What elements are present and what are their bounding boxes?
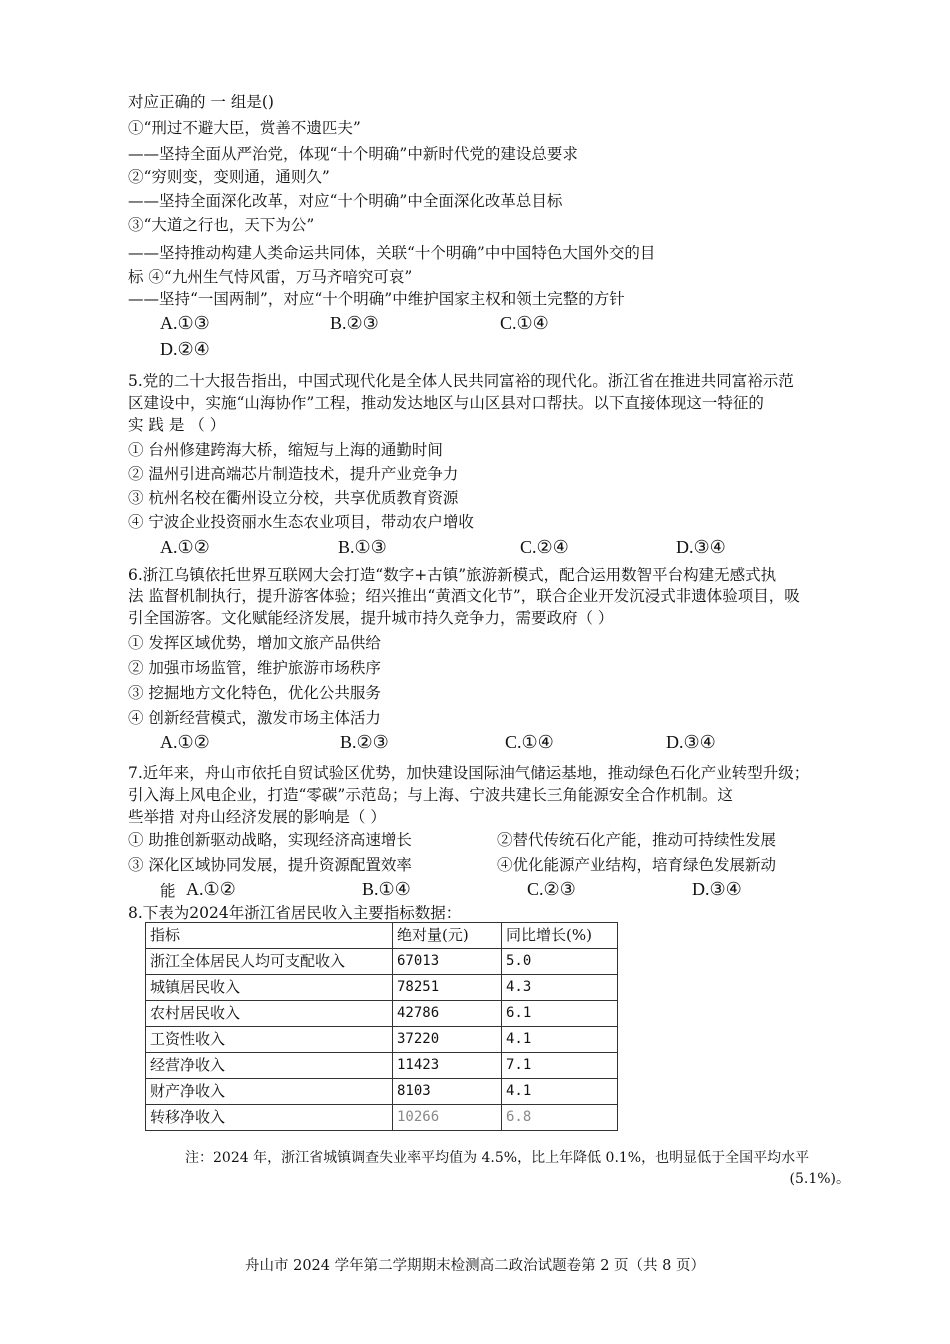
table-note [185,1148,850,1190]
table-header: 指标 [146,923,393,949]
table-cell: 10266 [393,1105,502,1131]
q4-line: ——坚持推动构建人类命运共同体，关联“十个明确”中中国特色大国外交的目 [128,244,656,262]
q6-option-b[interactable]: B.②③ [340,732,389,752]
q7-item: ③ 深化区域协同发展，提升资源配置效率 [128,856,412,874]
q6-line: 6.浙江乌镇依托世界互联网大会打造“数字+古镇”旅游新模式，配合运用数智平台构建无感式执 [128,566,777,584]
table-cell: 5.0 [502,949,618,975]
q5-option-a[interactable]: A.①② [160,537,210,557]
table-row [146,1053,618,1079]
q5-item: ② 温州引进高端芯片制造技术，提升产业竞争力 [128,465,459,483]
q5-option-c[interactable]: C.②④ [520,537,569,557]
q7-option-d[interactable]: D.③④ [692,879,742,899]
table-cell: 城镇居民收入 [146,975,393,1001]
q7-item-continuation: 能 [160,882,176,900]
q5-item: ① 台州修建跨海大桥，缩短与上海的通勤时间 [128,441,443,459]
q7-option-a[interactable]: A.①② [186,879,236,899]
q6-item: ② 加强市场监管，维护旅游市场秩序 [128,659,381,677]
table-header: 绝对量(元) [393,923,502,949]
q4-line: ——坚持全面从严治党，体现“十个明确”中新时代党的建设总要求 [128,145,578,163]
q6-item: ③ 挖掘地方文化特色，优化公共服务 [128,684,381,702]
q5-option-b[interactable]: B.①③ [338,537,387,557]
q6-line: 法 监督机制执行，提升游客体验；绍兴推出“黄酒文化节”，联合企业开发沉浸式非遗体验项目，吸 [128,587,800,605]
table-cell: 6.8 [502,1105,618,1131]
income-table [145,922,618,1131]
q6-option-c[interactable]: C.①④ [505,732,554,752]
q7-line: 7.近年来，舟山市依托自贸试验区优势，加快建设国际油气储运基地，推动绿色石化产业转型升级； [128,764,810,782]
q5-item: ③ 杭州名校在衢州设立分校，共享优质教育资源 [128,489,459,507]
table-cell: 11423 [393,1053,502,1079]
table-note-line: 注：2024 年，浙江省城镇调查失业率平均值为 4.5%，比上年降低 0.1%，也明显低于全国平均水平 [185,1150,810,1166]
q8-stem: 8.下表为2024年浙江省居民收入主要指标数据： [128,904,462,922]
q7-item: ④优化能源产业结构，培育绿色发展新动 [497,856,777,874]
table-cell: 7.1 [502,1053,618,1079]
q7-line: 引入海上风电企业，打造“零碳”示范岛；与上海、宁波共建长三角能源安全合作机制。这 [128,786,733,804]
page-footer: 舟山市 2024 学年第二学期期末检测高二政治试题卷第 2 页（共 8 页） [244,1258,705,1274]
table-cell: 转移净收入 [146,1105,393,1131]
table-cell: 42786 [393,1001,502,1027]
q6-item: ④ 创新经营模式，激发市场主体活力 [128,709,381,727]
q6-line: 引全国游客。文化赋能经济发展，提升城市持久竞争力，需要政府（ ） [128,609,614,627]
table-cell: 6.1 [502,1001,618,1027]
table-row [146,949,618,975]
q5-line: 区建设中，实施“山海协作”工程，推动发达地区与山区县对口帮扶。以下直接体现这一特征的 [128,394,764,412]
q6-option-a[interactable]: A.①② [160,732,210,752]
q4-line: ——坚持“一国两制”，对应“十个明确”中维护国家主权和领土完整的方针 [128,290,625,308]
q4-line: 标 ④“九州生气恃风雷，万马齐喑究可哀” [128,268,413,286]
table-cell: 农村居民收入 [146,1001,393,1027]
table-cell: 8103 [393,1079,502,1105]
q4-option-b[interactable]: B.②③ [330,313,379,333]
q4-line: ②“穷则变，变则通，通则久” [128,168,330,186]
q4-line: ③“大道之行也，天下为公” [128,216,315,234]
table-header-row [146,923,618,949]
table-header: 同比增长(%) [502,923,618,949]
q6-option-d[interactable]: D.③④ [666,732,716,752]
table-cell: 67013 [393,949,502,975]
table-row [146,1027,618,1053]
q7-option-b[interactable]: B.①④ [362,879,411,899]
table-cell: 4.3 [502,975,618,1001]
table-row [146,1001,618,1027]
q5-option-d[interactable]: D.③④ [676,537,726,557]
table-cell: 4.1 [502,1027,618,1053]
q4-line: ①“刑过不避大臣，赏善不遗匹夫” [128,119,361,137]
q5-line: 实 践 是 （ ） [128,416,226,434]
table-cell: 经营净收入 [146,1053,393,1079]
table-cell: 4.1 [502,1079,618,1105]
table-row [146,1105,618,1131]
table-cell: 浙江全体居民人均可支配收入 [146,949,393,975]
table-note-line: (5.1%)。 [789,1171,850,1187]
table-row [146,1079,618,1105]
q4-option-a[interactable]: A.①③ [160,313,210,333]
q4-line: ——坚持全面深化改革，对应“十个明确”中全面深化改革总目标 [128,192,563,210]
table-row [146,975,618,1001]
q4-stem: 对应正确的 一 组是() [128,93,274,111]
q5-line: 5.党的二十大报告指出，中国式现代化是全体人民共同富裕的现代化。浙江省在推进共同富裕示范 [128,372,794,390]
q6-item: ① 发挥区域优势，增加文旅产品供给 [128,634,381,652]
q7-item: ②替代传统石化产能，推动可持续性发展 [497,831,777,849]
q7-item: ① 助推创新驱动战略，实现经济高速增长 [128,831,412,849]
table-cell: 37220 [393,1027,502,1053]
table-cell: 财产净收入 [146,1079,393,1105]
q4-option-d[interactable]: D.②④ [160,339,210,359]
q7-line: 些举措 对舟山经济发展的影响是（ ） [128,808,386,826]
table-cell: 工资性收入 [146,1027,393,1053]
table-cell: 78251 [393,975,502,1001]
q7-option-c[interactable]: C.②③ [527,879,576,899]
q4-option-c[interactable]: C.①④ [500,313,549,333]
q5-item: ④ 宁波企业投资丽水生态农业项目，带动农户增收 [128,513,474,531]
